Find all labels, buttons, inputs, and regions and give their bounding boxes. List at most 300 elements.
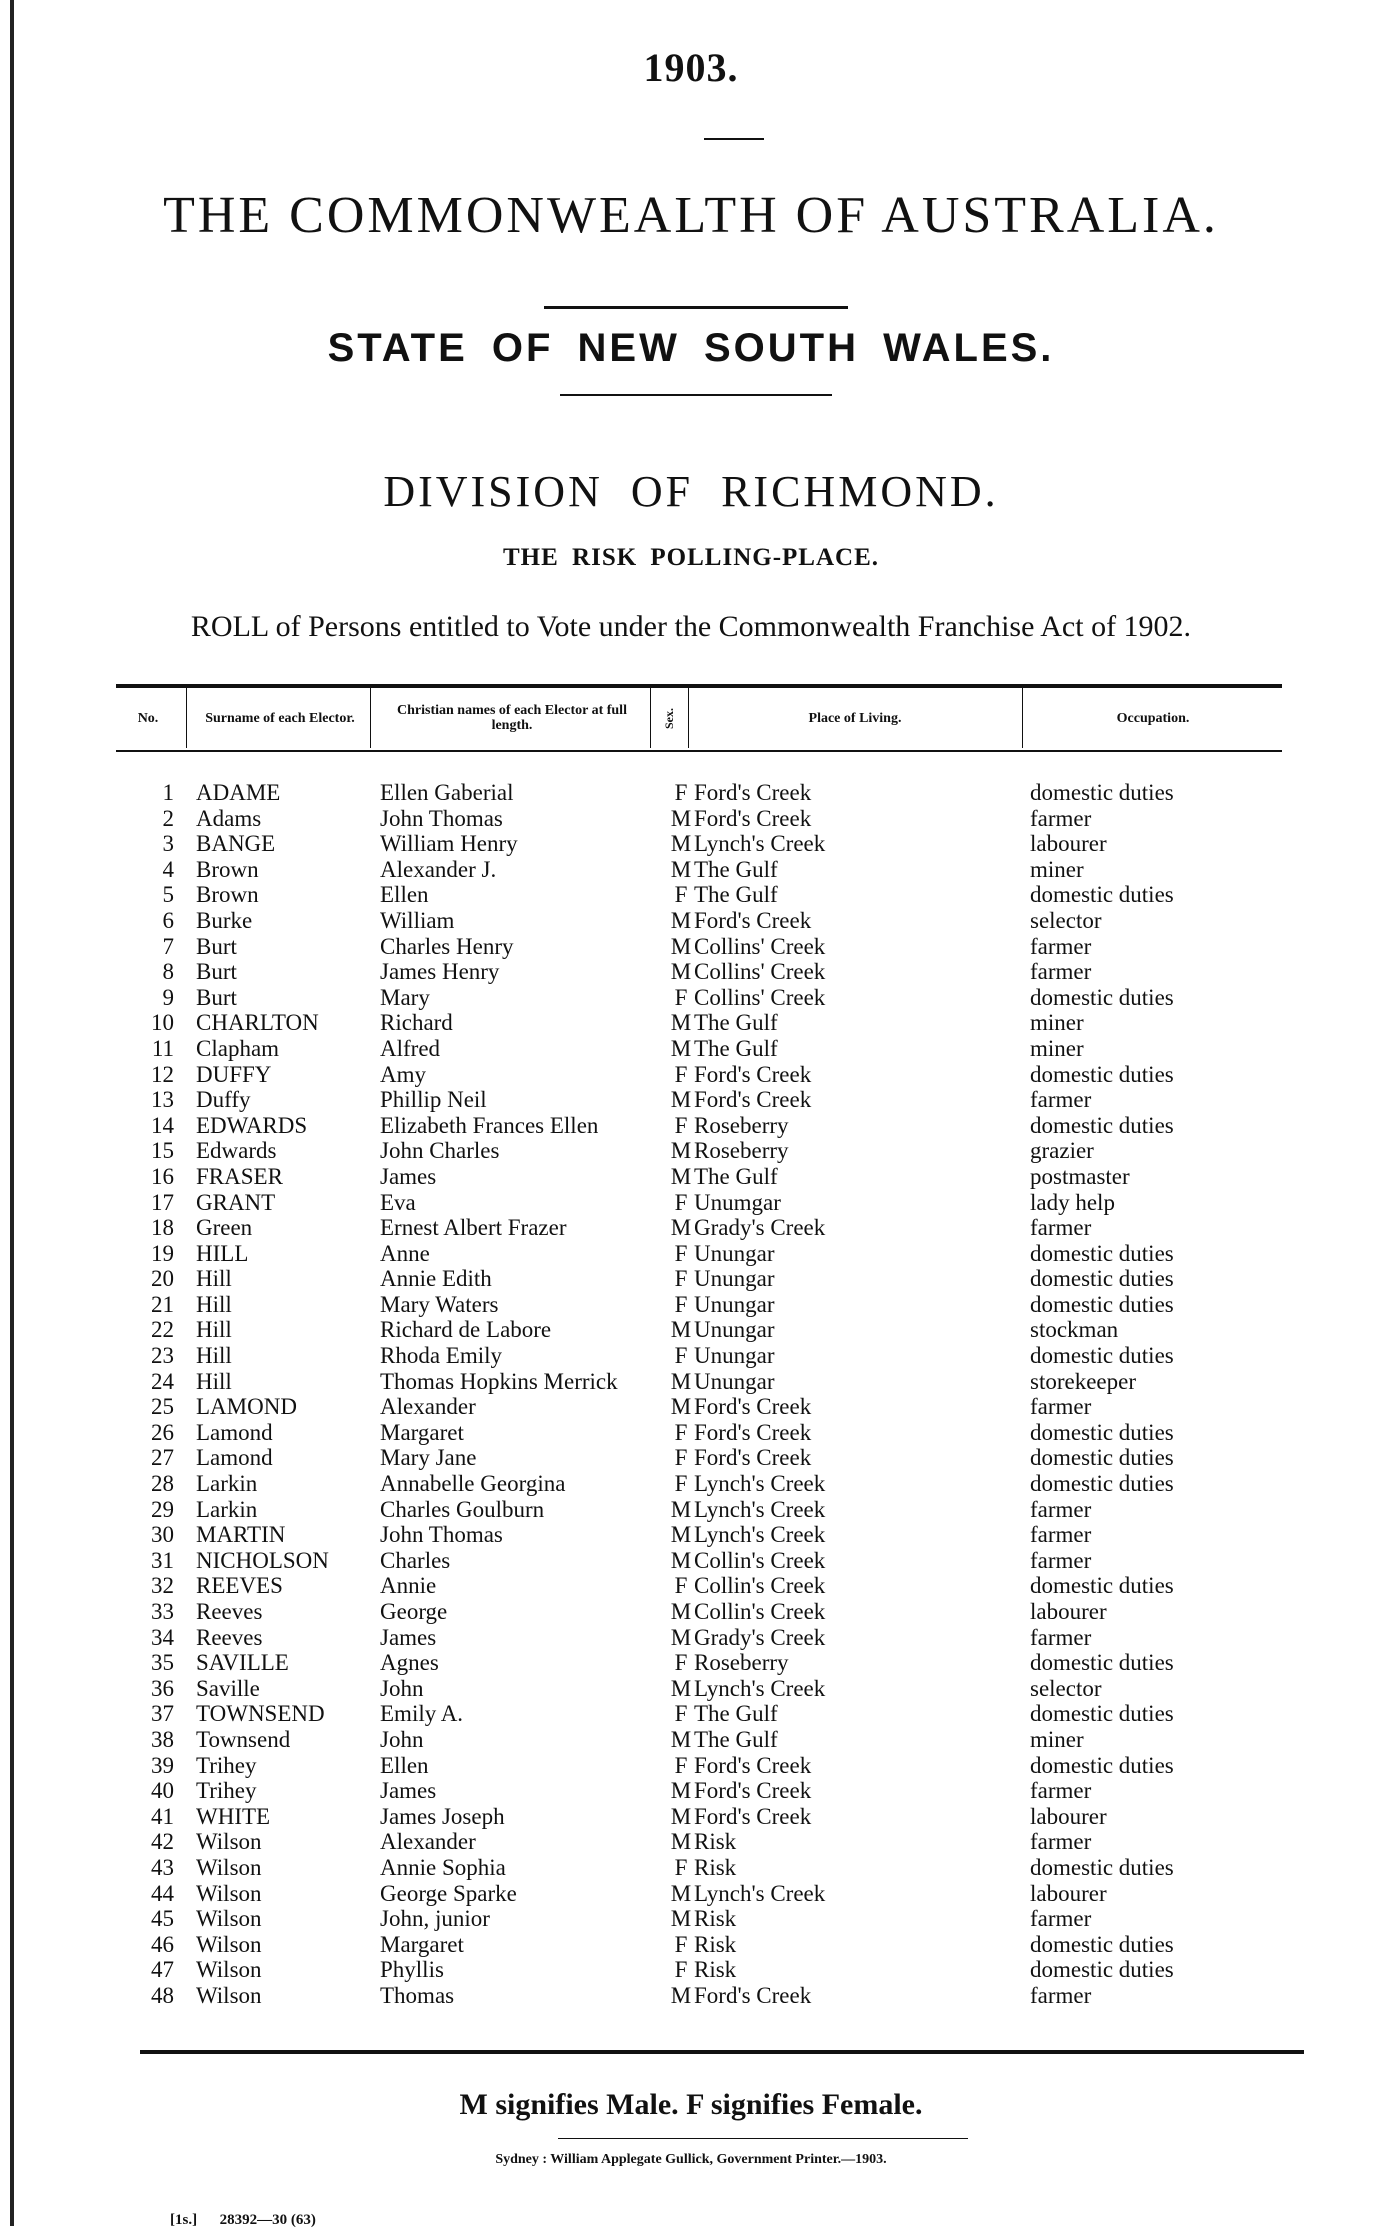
elector-occupation: farmer bbox=[1030, 1982, 1092, 2008]
elector-christian-names: Margaret bbox=[380, 1419, 464, 1445]
elector-number: 14 bbox=[151, 1112, 174, 1138]
elector-number: 45 bbox=[151, 1906, 174, 1932]
elector-number: 31 bbox=[151, 1547, 174, 1573]
elector-sex: M bbox=[670, 1317, 692, 1343]
footer-rule bbox=[558, 2138, 968, 2139]
elector-christian-names: Richard bbox=[380, 1010, 453, 1036]
elector-christian-names: Elizabeth Frances Ellen bbox=[380, 1112, 599, 1138]
elector-occupation: farmer bbox=[1030, 959, 1092, 985]
table-row bbox=[116, 1036, 1282, 1062]
elector-sex: M bbox=[670, 1087, 692, 1113]
elector-place-of-living: Unungar bbox=[694, 1368, 775, 1394]
elector-occupation: farmer bbox=[1030, 1624, 1092, 1650]
elector-christian-names: James Henry bbox=[380, 959, 500, 985]
elector-sex: M bbox=[670, 856, 692, 882]
elector-surname: Trihey bbox=[196, 1752, 257, 1778]
table-header-bottom-rule bbox=[116, 750, 1282, 752]
elector-occupation: labourer bbox=[1030, 831, 1107, 857]
elector-occupation: farmer bbox=[1030, 1496, 1092, 1522]
elector-place-of-living: The Gulf bbox=[694, 1701, 778, 1727]
table-row bbox=[116, 1778, 1282, 1804]
elector-occupation: miner bbox=[1030, 1010, 1084, 1036]
elector-christian-names: Thomas Hopkins Merrick bbox=[380, 1368, 618, 1394]
elector-place-of-living: The Gulf bbox=[694, 1035, 778, 1061]
table-row bbox=[116, 1394, 1282, 1420]
elector-christian-names: Alexander J. bbox=[380, 856, 497, 882]
elector-surname: Edwards bbox=[196, 1138, 277, 1164]
elector-christian-names: Mary bbox=[380, 984, 430, 1010]
elector-sex: M bbox=[670, 1035, 692, 1061]
table-row bbox=[116, 1087, 1282, 1113]
table-row bbox=[116, 1650, 1282, 1676]
elector-occupation: domestic duties bbox=[1030, 1061, 1174, 1087]
elector-sex: F bbox=[674, 1957, 688, 1983]
elector-surname: Wilson bbox=[196, 1957, 262, 1983]
elector-occupation: farmer bbox=[1030, 1215, 1092, 1241]
elector-occupation: selector bbox=[1030, 907, 1102, 933]
elector-number: 24 bbox=[151, 1368, 174, 1394]
elector-surname: CHARLTON bbox=[196, 1010, 319, 1036]
table-row bbox=[116, 1445, 1282, 1471]
elector-occupation: labourer bbox=[1030, 1599, 1107, 1624]
elector-christian-names: John Thomas bbox=[380, 805, 503, 831]
elector-place-of-living: Risk bbox=[694, 1957, 737, 1983]
elector-place-of-living: Unungar bbox=[694, 1343, 775, 1369]
elector-place-of-living: Ford's Creek bbox=[694, 1803, 812, 1829]
elector-surname: REEVES bbox=[196, 1573, 283, 1599]
elector-sex: M bbox=[670, 1906, 692, 1932]
elector-sex: F bbox=[674, 1266, 688, 1292]
elector-occupation: domestic duties bbox=[1030, 1471, 1174, 1497]
elector-christian-names: Annabelle Georgina bbox=[380, 1471, 566, 1497]
elector-christian-names: Charles Henry bbox=[380, 933, 514, 959]
state-heading: STATE OF NEW SOUTH WALES. bbox=[327, 326, 1055, 370]
elector-number: 30 bbox=[151, 1522, 174, 1548]
elector-christian-names: Phillip Neil bbox=[380, 1087, 487, 1113]
elector-number: 4 bbox=[162, 856, 174, 882]
elector-place-of-living: Collins' Creek bbox=[694, 984, 826, 1010]
elector-place-of-living: Lynch's Creek bbox=[694, 1675, 826, 1701]
elector-occupation: domestic duties bbox=[1030, 1931, 1174, 1957]
elector-occupation: domestic duties bbox=[1030, 882, 1174, 908]
elector-occupation: farmer bbox=[1030, 805, 1092, 831]
elector-sex: F bbox=[674, 1573, 688, 1599]
elector-christian-names: Amy bbox=[380, 1061, 426, 1087]
printer-imprint: Sydney : William Applegate Gullick, Government Printer.—1903. bbox=[495, 2152, 887, 2167]
table-row bbox=[116, 985, 1282, 1011]
elector-christian-names: George bbox=[380, 1599, 448, 1624]
elector-number: 25 bbox=[151, 1394, 174, 1420]
elector-christian-names: John Thomas bbox=[380, 1522, 503, 1548]
elector-place-of-living: Grady's Creek bbox=[694, 1624, 826, 1650]
elector-number: 7 bbox=[162, 933, 174, 959]
elector-number: 43 bbox=[151, 1854, 174, 1880]
elector-number: 33 bbox=[151, 1599, 174, 1624]
elector-christian-names: Ernest Albert Frazer bbox=[380, 1215, 567, 1241]
elector-sex: F bbox=[674, 1701, 688, 1727]
elector-christian-names: Charles Goulburn bbox=[380, 1496, 545, 1522]
elector-christian-names: Alexander bbox=[380, 1394, 476, 1420]
elector-occupation: farmer bbox=[1030, 1906, 1092, 1932]
elector-place-of-living: Collin's Creek bbox=[694, 1599, 826, 1624]
elector-surname: Wilson bbox=[196, 1906, 262, 1932]
elector-occupation: domestic duties bbox=[1030, 1112, 1174, 1138]
elector-sex: M bbox=[670, 1675, 692, 1701]
elector-occupation: domestic duties bbox=[1030, 1343, 1174, 1369]
table-row bbox=[116, 1573, 1282, 1599]
elector-number: 40 bbox=[151, 1778, 174, 1804]
elector-place-of-living: Risk bbox=[694, 1829, 737, 1855]
table-row bbox=[116, 1881, 1282, 1907]
elector-surname: LAMOND bbox=[196, 1394, 297, 1420]
elector-rows bbox=[116, 780, 1282, 2009]
elector-occupation: domestic duties bbox=[1030, 1419, 1174, 1445]
elector-surname: Wilson bbox=[196, 1880, 262, 1906]
elector-sex: M bbox=[670, 1803, 692, 1829]
table-row bbox=[116, 1804, 1282, 1830]
elector-number: 9 bbox=[162, 984, 174, 1010]
table-row bbox=[116, 806, 1282, 832]
elector-surname: NICHOLSON bbox=[196, 1547, 329, 1573]
elector-number: 27 bbox=[151, 1445, 174, 1471]
elector-place-of-living: Collins' Creek bbox=[694, 933, 826, 959]
elector-surname: Larkin bbox=[196, 1496, 258, 1522]
table-row bbox=[116, 1906, 1282, 1932]
elector-surname: Clapham bbox=[196, 1035, 280, 1061]
elector-place-of-living: Lynch's Creek bbox=[694, 1496, 826, 1522]
table-row bbox=[116, 1369, 1282, 1395]
elector-occupation: farmer bbox=[1030, 1087, 1092, 1113]
elector-christian-names: Richard de Labore bbox=[380, 1317, 552, 1343]
elector-surname: Brown bbox=[196, 856, 259, 882]
table-row bbox=[116, 1343, 1282, 1369]
elector-surname: GRANT bbox=[196, 1189, 276, 1215]
elector-number: 20 bbox=[151, 1266, 174, 1292]
elector-place-of-living: Lynch's Creek bbox=[694, 1471, 826, 1497]
elector-number: 23 bbox=[151, 1343, 174, 1369]
elector-sex: F bbox=[674, 1419, 688, 1445]
divider-rule bbox=[544, 306, 848, 309]
table-row bbox=[116, 1932, 1282, 1958]
elector-sex: M bbox=[670, 1726, 692, 1752]
elector-sex: F bbox=[674, 1112, 688, 1138]
elector-occupation: domestic duties bbox=[1030, 780, 1174, 805]
header-place-of-living: Place of Living. bbox=[808, 710, 902, 726]
table-row bbox=[116, 1676, 1282, 1702]
table-row bbox=[116, 1190, 1282, 1216]
elector-surname: Wilson bbox=[196, 1854, 262, 1880]
roll-title: ROLL of Persons entitled to Vote under the Commonwealth Franchise Act of 1902. bbox=[190, 610, 1192, 643]
elector-surname: Brown bbox=[196, 882, 259, 908]
elector-occupation: domestic duties bbox=[1030, 1266, 1174, 1292]
elector-occupation: miner bbox=[1030, 856, 1084, 882]
elector-number: 10 bbox=[151, 1010, 174, 1036]
elector-sex: M bbox=[670, 805, 692, 831]
elector-occupation: farmer bbox=[1030, 1547, 1092, 1573]
elector-occupation: farmer bbox=[1030, 1829, 1092, 1855]
elector-occupation: farmer bbox=[1030, 1522, 1092, 1548]
elector-number: 18 bbox=[151, 1215, 174, 1241]
elector-christian-names: James bbox=[380, 1624, 437, 1650]
elector-occupation: lady help bbox=[1030, 1189, 1115, 1215]
elector-number: 34 bbox=[151, 1624, 174, 1650]
elector-place-of-living: Lynch's Creek bbox=[694, 831, 826, 857]
table-row bbox=[116, 857, 1282, 883]
elector-occupation: domestic duties bbox=[1030, 1701, 1174, 1727]
table-row bbox=[116, 1829, 1282, 1855]
elector-number: 3 bbox=[162, 831, 174, 857]
table-row bbox=[116, 1215, 1282, 1241]
elector-christian-names: Alexander bbox=[380, 1829, 476, 1855]
elector-number: 29 bbox=[151, 1496, 174, 1522]
elector-christian-names: George Sparke bbox=[380, 1880, 517, 1906]
elector-place-of-living: The Gulf bbox=[694, 1726, 778, 1752]
table-row bbox=[116, 1113, 1282, 1139]
elector-place-of-living: Unungar bbox=[694, 1317, 775, 1343]
elector-occupation: domestic duties bbox=[1030, 1752, 1174, 1778]
elector-place-of-living: Unungar bbox=[694, 1291, 775, 1317]
elector-surname: Saville bbox=[196, 1675, 260, 1701]
elector-place-of-living: Risk bbox=[694, 1854, 737, 1880]
elector-christian-names: Mary Jane bbox=[380, 1445, 477, 1471]
elector-surname: Duffy bbox=[196, 1087, 251, 1113]
table-row bbox=[116, 1266, 1282, 1292]
elector-place-of-living: Ford's Creek bbox=[694, 780, 812, 805]
elector-surname: Larkin bbox=[196, 1471, 258, 1497]
elector-sex: F bbox=[674, 882, 688, 908]
elector-sex: F bbox=[674, 1752, 688, 1778]
table-bottom-rule bbox=[140, 2050, 1304, 2054]
elector-sex: F bbox=[674, 1650, 688, 1676]
elector-surname: Burt bbox=[196, 959, 237, 985]
elector-christian-names: Anne bbox=[380, 1240, 430, 1266]
elector-surname: Green bbox=[196, 1215, 253, 1241]
elector-surname: Hill bbox=[196, 1343, 232, 1369]
elector-surname: Hill bbox=[196, 1266, 232, 1292]
elector-number: 42 bbox=[151, 1829, 174, 1855]
table-row bbox=[116, 1957, 1282, 1983]
elector-number: 13 bbox=[151, 1087, 174, 1113]
table-row bbox=[116, 1855, 1282, 1881]
table-row bbox=[116, 1497, 1282, 1523]
elector-surname: EDWARDS bbox=[196, 1112, 308, 1138]
elector-occupation: domestic duties bbox=[1030, 1291, 1174, 1317]
elector-sex: F bbox=[674, 780, 688, 805]
elector-place-of-living: Ford's Creek bbox=[694, 1087, 812, 1113]
divider-rule bbox=[560, 394, 832, 396]
elector-christian-names: Eva bbox=[380, 1189, 416, 1215]
table-row bbox=[116, 1317, 1282, 1343]
table-row bbox=[116, 1241, 1282, 1267]
elector-occupation: stockman bbox=[1030, 1317, 1119, 1343]
elector-surname: WHITE bbox=[196, 1803, 271, 1829]
elector-sex: M bbox=[670, 1982, 692, 2008]
elector-number: 35 bbox=[151, 1650, 174, 1676]
elector-place-of-living: Ford's Creek bbox=[694, 1394, 812, 1420]
header-christian-names: Christian names of each Elector at full length. bbox=[397, 703, 627, 733]
elector-place-of-living: Ford's Creek bbox=[694, 1061, 812, 1087]
elector-number: 28 bbox=[151, 1471, 174, 1497]
elector-christian-names: Charles bbox=[380, 1547, 451, 1573]
elector-place-of-living: Roseberry bbox=[694, 1138, 789, 1164]
elector-sex: F bbox=[674, 1291, 688, 1317]
print-reference: [1s.] 28392—30 (63) bbox=[170, 2212, 316, 2228]
table-row bbox=[116, 959, 1282, 985]
elector-occupation: postmaster bbox=[1030, 1163, 1130, 1189]
elector-place-of-living: Roseberry bbox=[694, 1112, 789, 1138]
elector-number: 17 bbox=[151, 1189, 174, 1215]
elector-number: 38 bbox=[151, 1726, 174, 1752]
elector-christian-names: John bbox=[380, 1726, 424, 1752]
elector-surname: Hill bbox=[196, 1317, 232, 1343]
elector-place-of-living: Unungar bbox=[694, 1266, 775, 1292]
elector-occupation: domestic duties bbox=[1030, 1957, 1174, 1983]
elector-place-of-living: Ford's Creek bbox=[694, 1778, 812, 1804]
table-row bbox=[116, 1599, 1282, 1625]
elector-place-of-living: Ford's Creek bbox=[694, 805, 812, 831]
elector-surname: Hill bbox=[196, 1291, 232, 1317]
elector-place-of-living: The Gulf bbox=[694, 882, 778, 908]
elector-place-of-living: Unumgar bbox=[694, 1189, 781, 1215]
column-divider bbox=[1022, 688, 1023, 748]
elector-place-of-living: Grady's Creek bbox=[694, 1215, 826, 1241]
elector-surname: Wilson bbox=[196, 1829, 262, 1855]
elector-surname: Burt bbox=[196, 984, 237, 1010]
elector-place-of-living: Unungar bbox=[694, 1240, 775, 1266]
elector-surname: BANGE bbox=[196, 831, 276, 857]
elector-place-of-living: The Gulf bbox=[694, 856, 778, 882]
elector-christian-names: Thomas bbox=[380, 1982, 455, 2008]
elector-christian-names: Ellen Gaberial bbox=[380, 780, 514, 805]
elector-sex: M bbox=[670, 1138, 692, 1164]
table-row bbox=[116, 1727, 1282, 1753]
elector-surname: Townsend bbox=[196, 1726, 291, 1752]
divider-rule bbox=[704, 138, 764, 140]
polling-place-heading: THE RISK POLLING-PLACE. bbox=[502, 544, 880, 571]
elector-occupation: domestic duties bbox=[1030, 1854, 1174, 1880]
elector-sex: M bbox=[670, 907, 692, 933]
table-row bbox=[116, 1548, 1282, 1574]
elector-occupation: domestic duties bbox=[1030, 1650, 1174, 1676]
elector-occupation: storekeeper bbox=[1030, 1368, 1136, 1394]
elector-surname: DUFFY bbox=[196, 1061, 272, 1087]
elector-place-of-living: Collins' Creek bbox=[694, 959, 826, 985]
table-row bbox=[116, 1983, 1282, 2009]
table-row bbox=[116, 882, 1282, 908]
elector-christian-names: James bbox=[380, 1163, 437, 1189]
elector-sex: M bbox=[670, 933, 692, 959]
elector-sex: M bbox=[670, 1778, 692, 1804]
division-heading: DIVISION OF RICHMOND. bbox=[383, 467, 999, 516]
elector-sex: F bbox=[674, 1854, 688, 1880]
table-row bbox=[116, 1471, 1282, 1497]
elector-christian-names: Ellen bbox=[380, 882, 429, 908]
table-row bbox=[116, 1625, 1282, 1651]
elector-place-of-living: Collin's Creek bbox=[694, 1547, 826, 1573]
elector-place-of-living: Lynch's Creek bbox=[694, 1522, 826, 1548]
elector-sex: M bbox=[670, 1368, 692, 1394]
elector-christian-names: John bbox=[380, 1675, 424, 1701]
elector-place-of-living: Collin's Creek bbox=[694, 1573, 826, 1599]
elector-sex: M bbox=[670, 1010, 692, 1036]
elector-sex: M bbox=[670, 959, 692, 985]
elector-number: 6 bbox=[162, 907, 174, 933]
column-divider bbox=[370, 688, 371, 748]
elector-christian-names: Annie Sophia bbox=[380, 1854, 506, 1880]
table-row bbox=[116, 1010, 1282, 1036]
elector-surname: Lamond bbox=[196, 1419, 273, 1445]
elector-christian-names: Annie Edith bbox=[380, 1266, 492, 1292]
elector-christian-names: Margaret bbox=[380, 1931, 464, 1957]
document-title: THE COMMONWEALTH OF AUSTRALIA. bbox=[163, 187, 1219, 244]
elector-sex: M bbox=[670, 1496, 692, 1522]
elector-sex: M bbox=[670, 1880, 692, 1906]
elector-surname: TOWNSEND bbox=[196, 1701, 325, 1727]
elector-sex: M bbox=[670, 1215, 692, 1241]
elector-place-of-living: Ford's Creek bbox=[694, 1445, 812, 1471]
elector-number: 19 bbox=[151, 1240, 174, 1266]
elector-number: 36 bbox=[151, 1675, 174, 1701]
elector-sex: F bbox=[674, 1061, 688, 1087]
elector-sex: M bbox=[670, 1599, 692, 1624]
table-row bbox=[116, 1164, 1282, 1190]
elector-sex: M bbox=[670, 1163, 692, 1189]
elector-sex: M bbox=[670, 1522, 692, 1548]
elector-number: 39 bbox=[151, 1752, 174, 1778]
elector-number: 21 bbox=[151, 1291, 174, 1317]
elector-occupation: miner bbox=[1030, 1726, 1084, 1752]
elector-occupation: labourer bbox=[1030, 1880, 1107, 1906]
elector-christian-names: Mary Waters bbox=[380, 1291, 499, 1317]
elector-surname: Lamond bbox=[196, 1445, 273, 1471]
elector-christian-names: William Henry bbox=[380, 831, 518, 857]
elector-occupation: domestic duties bbox=[1030, 1445, 1174, 1471]
elector-sex: F bbox=[674, 1445, 688, 1471]
header-surname: Surname of each Elector. bbox=[205, 710, 355, 726]
elector-sex: F bbox=[674, 1471, 688, 1497]
elector-number: 41 bbox=[151, 1803, 174, 1829]
elector-christian-names: Emily A. bbox=[380, 1701, 464, 1727]
elector-occupation: farmer bbox=[1030, 1778, 1092, 1804]
elector-surname: Burke bbox=[196, 907, 253, 933]
elector-sex: F bbox=[674, 1189, 688, 1215]
elector-number: 15 bbox=[151, 1138, 174, 1164]
elector-sex: F bbox=[674, 1931, 688, 1957]
table-header bbox=[116, 688, 1282, 748]
elector-number: 47 bbox=[151, 1957, 174, 1983]
table-row bbox=[116, 1292, 1282, 1318]
elector-number: 8 bbox=[162, 959, 174, 985]
elector-number: 26 bbox=[151, 1419, 174, 1445]
elector-surname: Wilson bbox=[196, 1931, 262, 1957]
elector-place-of-living: Lynch's Creek bbox=[694, 1880, 826, 1906]
elector-surname: Hill bbox=[196, 1368, 232, 1394]
elector-christian-names: Ellen bbox=[380, 1752, 429, 1778]
elector-place-of-living: Risk bbox=[694, 1931, 737, 1957]
elector-surname: Trihey bbox=[196, 1778, 257, 1804]
elector-surname: FRASER bbox=[196, 1163, 283, 1189]
elector-occupation: selector bbox=[1030, 1675, 1102, 1701]
elector-surname: SAVILLE bbox=[196, 1650, 289, 1676]
elector-occupation: domestic duties bbox=[1030, 1573, 1174, 1599]
elector-christian-names: Alfred bbox=[380, 1035, 441, 1061]
elector-number: 1 bbox=[162, 780, 174, 805]
elector-christian-names: James bbox=[380, 1778, 437, 1804]
column-divider bbox=[186, 688, 187, 748]
table-row bbox=[116, 908, 1282, 934]
elector-occupation: farmer bbox=[1030, 933, 1092, 959]
table-row bbox=[116, 1701, 1282, 1727]
